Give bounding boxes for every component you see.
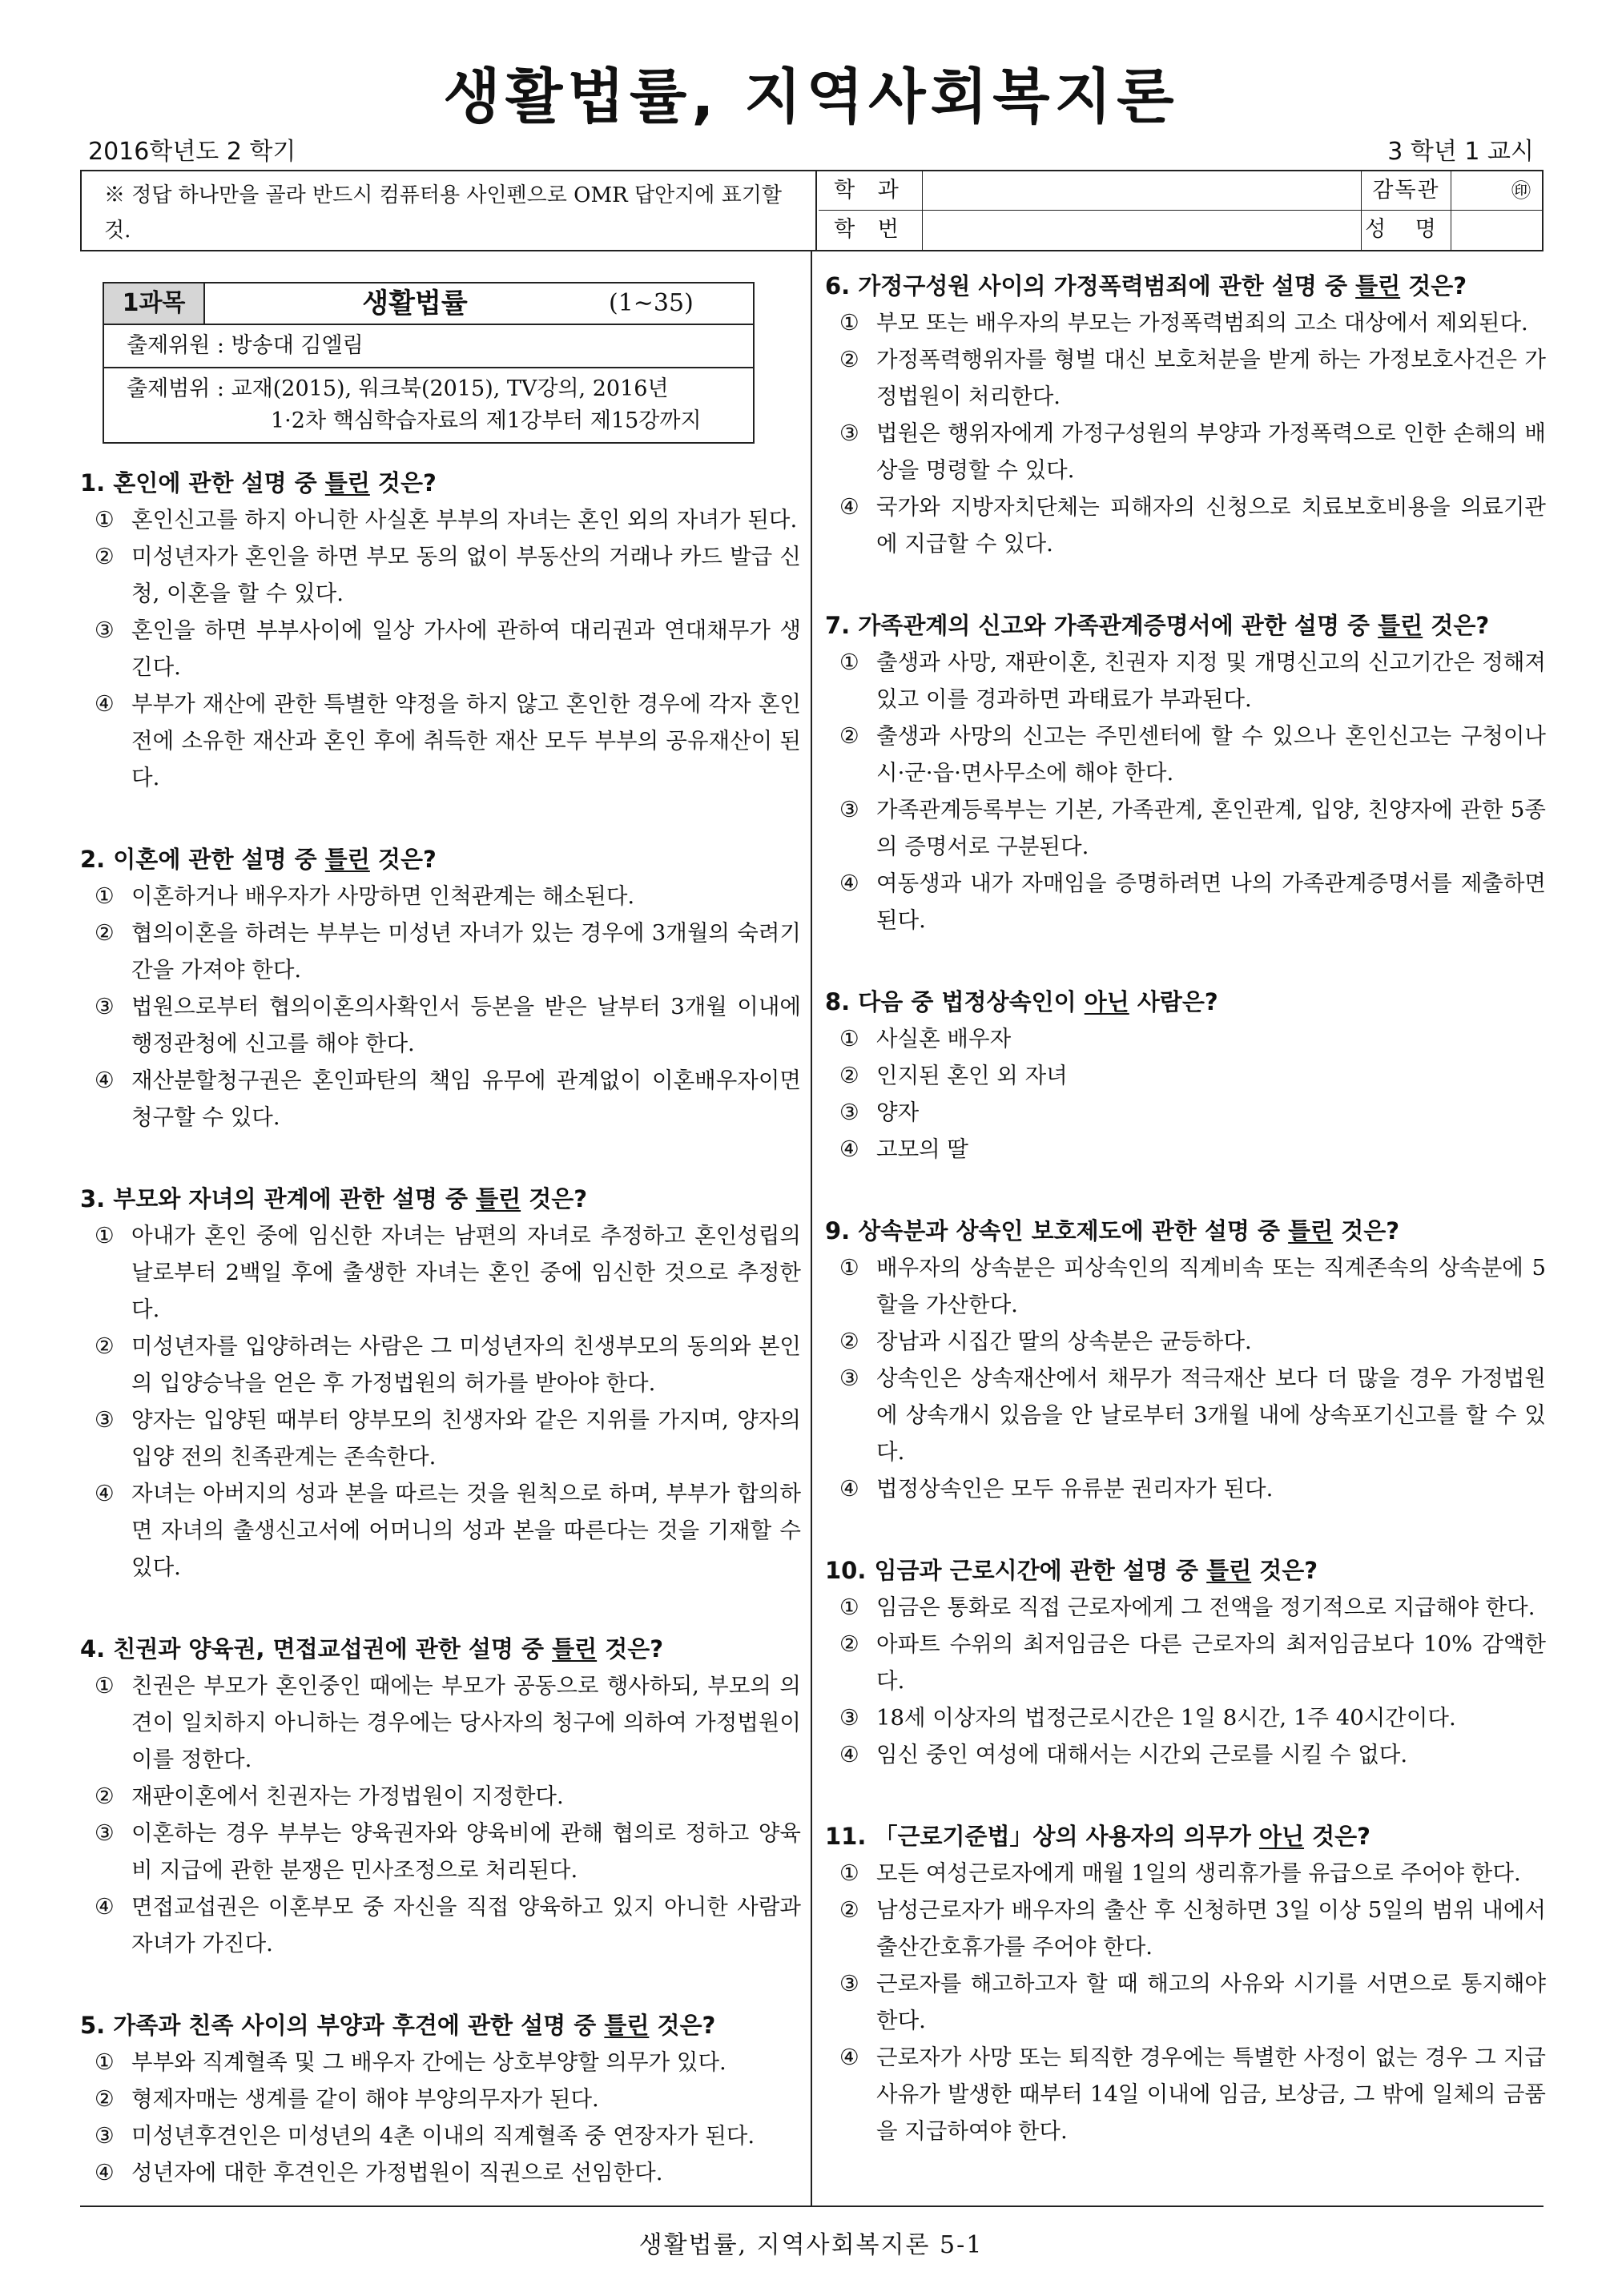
answer-option	[80, 1401, 801, 1475]
answer-option	[80, 1778, 801, 1815]
question-stem-end: 것은?	[1400, 272, 1467, 300]
question-stem-end: 것은?	[649, 2012, 716, 2039]
question-item	[80, 1180, 801, 1586]
question-item	[825, 1552, 1546, 1773]
answer-option	[80, 2154, 801, 2191]
option-number: ③	[95, 1407, 115, 1433]
question-stem: 가족과 친족 사이의 부양과 후견에 관한 설명 중	[113, 2012, 605, 2039]
option-number: ④	[95, 1481, 115, 1506]
answer-option	[825, 1249, 1546, 1323]
option-number: ④	[95, 1894, 115, 1920]
question-keyword: 틀린	[1288, 1217, 1334, 1245]
question-stem: 다음 중 법정상속인이	[858, 988, 1085, 1015]
question-item	[825, 267, 1546, 562]
option-number: ③	[95, 1820, 115, 1846]
option-number: ③	[839, 420, 859, 446]
question-number: 8.	[825, 988, 859, 1015]
answer-option	[825, 489, 1546, 562]
question-text	[80, 1180, 801, 1217]
option-text: 형제자매는 생계를 같이 해야 부양의무자가 된다.	[131, 2086, 599, 2112]
answer-option	[80, 1475, 801, 1586]
question-keyword: 틀린	[552, 1635, 598, 1663]
footer-rule	[80, 2206, 1544, 2207]
supervisor-field[interactable]	[1451, 171, 1542, 211]
subject-range: (1∼35)	[609, 289, 694, 317]
option-number: ②	[839, 347, 859, 372]
option-text: 남성근로자가 배우자의 출산 후 신청하면 3일 이상 5일의 범위 내에서 출산간호휴가를 주어야 한다.	[876, 1897, 1546, 1960]
right-column	[825, 267, 1546, 2194]
question-text	[825, 1818, 1546, 1855]
answer-option	[825, 1589, 1546, 1626]
page-footer: 생활법률, 지역사회복지론 5-1	[638, 2231, 984, 2259]
answer-option	[825, 1965, 1546, 2039]
option-number: ①	[95, 1673, 115, 1699]
option-number: ③	[839, 1365, 859, 1391]
answer-option	[80, 501, 801, 538]
option-number: ①	[839, 1860, 859, 1886]
option-number: ①	[839, 649, 859, 675]
question-number: 5.	[80, 2012, 114, 2039]
question-stem-end: 것은?	[1251, 1557, 1318, 1584]
question-stem-end: 것은?	[597, 1635, 664, 1663]
answer-option	[825, 1699, 1546, 1736]
option-text: 미성년후견인은 미성년의 4촌 이내의 직계혈족 중 연장자가 된다.	[131, 2123, 755, 2149]
question-keyword: 아닌	[1084, 988, 1129, 1015]
question-keyword: 아닌	[1258, 1823, 1305, 1850]
option-text: 미성년자를 입양하려는 사람은 그 미성년자의 친생부모의 동의와 본인의 입양승낙을 얻은 후 가정법원의 허가를 받아야 한다.	[131, 1333, 801, 1396]
subject-examiner: 출제위원 : 방송대 김엘림	[104, 325, 753, 368]
answer-option	[825, 415, 1546, 489]
answer-option	[825, 2039, 1546, 2149]
answer-option	[80, 538, 801, 612]
question-number: 7.	[825, 612, 859, 639]
answer-option	[80, 915, 801, 988]
answer-option	[80, 686, 801, 796]
option-text: 장남과 시집간 딸의 상속분은 균등하다.	[876, 1329, 1252, 1354]
option-text: 혼인을 하면 부부사이에 일상 가사에 관하여 대리권과 연대채무가 생긴다.	[131, 617, 801, 680]
question-keyword: 틀린	[476, 1185, 521, 1212]
question-keyword: 틀린	[1206, 1557, 1252, 1584]
option-text: 모든 여성근로자에게 매월 1일의 생리휴가를 유급으로 주어야 한다.	[876, 1860, 1521, 1886]
option-text: 임신 중인 여성에 대해서는 시간외 근로를 시킬 수 없다.	[876, 1742, 1408, 1767]
option-text: 국가와 지방자치단체는 피해자의 신청으로 치료보호비용을 의료기관에 지급할 수 있다.	[876, 494, 1546, 557]
option-text: 여동생과 내가 자매임을 증명하려면 나의 가족관계증명서를 제출하면 된다.	[876, 871, 1546, 933]
question-number: 10.	[825, 1557, 875, 1584]
option-text: 법원으로부터 협의이혼의사확인서 등본을 받은 날부터 3개월 이내에 행정관청에 신고를 해야 한다.	[131, 994, 801, 1056]
question-item	[825, 983, 1546, 1168]
option-number: ②	[839, 723, 859, 749]
question-number: 3.	[80, 1185, 114, 1212]
answer-option	[80, 1217, 801, 1328]
option-number: ②	[839, 1329, 859, 1354]
answer-option	[825, 791, 1546, 865]
option-text: 법원은 행위자에게 가정구성원의 부양과 가정폭력으로 인한 손해의 배상을 명령할 수 있다.	[876, 420, 1546, 483]
option-text: 부모 또는 배우자의 부모는 가정폭력범죄의 고소 대상에서 제외된다.	[876, 310, 1528, 336]
option-number: ②	[95, 1333, 115, 1359]
option-number: ③	[839, 1971, 859, 1996]
dept-label: 학 과	[819, 171, 923, 211]
answer-option	[80, 1328, 801, 1401]
question-number: 11.	[825, 1823, 875, 1850]
answer-option	[80, 1815, 801, 1888]
option-number: ①	[95, 2049, 115, 2075]
option-number: ④	[95, 2160, 115, 2185]
question-stem-end: 것은?	[1423, 612, 1490, 639]
subject-label: 1과목	[104, 283, 205, 324]
answer-option	[80, 2044, 801, 2081]
student-no-field[interactable]	[923, 211, 1362, 250]
question-stem-end: 사람은?	[1129, 988, 1218, 1015]
question-stem: 「근로기준법」상의 사용자의 의무가	[874, 1823, 1259, 1850]
question-stem-end: 것은?	[1333, 1217, 1400, 1245]
question-text	[825, 267, 1546, 304]
option-number: ①	[839, 310, 859, 336]
question-text	[825, 1552, 1546, 1589]
option-text: 고모의 딸	[876, 1136, 969, 1162]
option-text: 양자는 입양된 때부터 양부모의 친생자와 같은 지위를 가지며, 양자의 입양 전의 친족관계는 존속한다.	[131, 1407, 801, 1470]
question-number: 4.	[80, 1635, 114, 1663]
seal-mark: ㊞	[1511, 179, 1531, 202]
question-keyword: 틀린	[324, 469, 370, 497]
option-number: ③	[839, 1100, 859, 1125]
answer-option	[825, 1323, 1546, 1360]
option-number: ④	[839, 1136, 859, 1162]
question-stem-end: 것은?	[369, 846, 437, 873]
column-divider	[811, 251, 812, 2206]
option-text: 18세 이상자의 법정근로시간은 1일 8시간, 1주 40시간이다.	[876, 1705, 1456, 1731]
answer-option	[825, 1094, 1546, 1131]
option-text: 출생과 사망의 신고는 주민센터에 할 수 있으나 혼인신고는 구청이나 시·군·읍·면사무소에 해야 한다.	[876, 723, 1546, 786]
question-text	[80, 1631, 801, 1667]
question-keyword: 틀린	[604, 2012, 650, 2039]
option-text: 인지된 혼인 외 자녀	[876, 1063, 1068, 1088]
option-number: ③	[95, 994, 115, 1019]
option-number: ①	[839, 1026, 859, 1051]
answer-option	[825, 304, 1546, 341]
answer-option	[825, 1131, 1546, 1168]
question-stem: 임금과 근로시간에 관한 설명 중	[874, 1557, 1207, 1584]
answer-option	[80, 1888, 801, 1962]
name-field[interactable]	[1451, 211, 1542, 250]
question-item	[80, 841, 801, 1136]
option-text: 근로자가 사망 또는 퇴직한 경우에는 특별한 사정이 없는 경우 그 지급 사유가 발생한 때부터 14일 이내에 임금, 보상금, 그 밖에 일체의 금품을 지급하여야 한다.	[876, 2045, 1546, 2144]
answer-option	[825, 1736, 1546, 1773]
answer-option	[825, 341, 1546, 415]
option-text: 임금은 통화로 직접 근로자에게 그 전액을 정기적으로 지급해야 한다.	[876, 1594, 1535, 1620]
option-number: ③	[95, 2123, 115, 2149]
option-number: ③	[95, 617, 115, 643]
answer-option	[80, 2081, 801, 2117]
question-keyword: 틀린	[1378, 612, 1423, 639]
answer-option	[825, 1057, 1546, 1094]
option-text: 아내가 혼인 중에 임신한 자녀는 남편의 자녀로 추정하고 혼인성립의 날로부터 2백일 후에 출생한 자녀는 혼인 중에 임신한 것으로 추정한다.	[131, 1223, 801, 1322]
option-number: ①	[95, 1223, 115, 1249]
option-text: 근로자를 해고하고자 할 때 해고의 사유와 시기를 서면으로 통지해야 한다.	[876, 1971, 1546, 2033]
option-number: ②	[95, 544, 115, 569]
answer-option	[825, 1470, 1546, 1507]
subject-scope	[104, 368, 753, 442]
subject-name: 생활법률	[362, 288, 468, 320]
option-text: 협의이혼을 하려는 부부는 미성년 자녀가 있는 경우에 3개월의 숙려기간을 가져야 한다.	[131, 920, 801, 983]
question-text	[825, 607, 1546, 644]
option-number: ①	[95, 883, 115, 909]
question-stem: 혼인에 관한 설명 중	[113, 469, 325, 497]
option-text: 아파트 수위의 최저임금은 다른 근로자의 최저임금보다 10% 감액한다.	[876, 1631, 1546, 1694]
question-keyword: 틀린	[1355, 272, 1401, 300]
option-text: 양자	[876, 1100, 920, 1125]
option-number: ④	[839, 871, 859, 896]
question-text	[80, 464, 801, 501]
option-number: ④	[839, 494, 859, 520]
option-number: ①	[839, 1594, 859, 1620]
question-number: 1.	[80, 469, 114, 497]
question-item	[825, 1212, 1546, 1507]
question-stem: 가정구성원 사이의 가정폭력범죄에 관한 설명 중	[858, 272, 1356, 300]
option-number: ②	[95, 2086, 115, 2112]
option-number: ③	[839, 1705, 859, 1731]
question-stem: 친권과 양육권, 면접교섭권에 관한 설명 중	[113, 1635, 553, 1663]
question-stem: 가족관계의 신고와 가족관계증명서에 관한 설명 중	[858, 612, 1378, 639]
subject-scope-line1: 출제범위 : 교재(2015), 워크북(2015), TV강의, 2016년	[127, 376, 669, 401]
answer-option	[825, 1360, 1546, 1470]
option-text: 이혼하는 경우 부부는 양육권자와 양육비에 관해 협의로 정하고 양육비 지급에 관한 분쟁은 민사조정으로 처리된다.	[131, 1820, 801, 1883]
supervisor-label: 감독관	[1362, 171, 1451, 211]
answer-option	[80, 988, 801, 1062]
answer-option	[80, 1062, 801, 1136]
subject-box	[103, 282, 755, 444]
option-number: ④	[839, 1742, 859, 1767]
option-number: ①	[839, 1255, 859, 1281]
question-text	[80, 2007, 801, 2044]
option-text: 성년자에 대한 후견인은 가정법원이 직권으로 선임한다.	[131, 2160, 663, 2185]
name-label: 성 명	[1362, 211, 1451, 250]
option-text: 출생과 사망, 재판이혼, 친권자 지정 및 개명신고의 신고기간은 정해져 있고 이를 경과하면 과태료가 부과된다.	[876, 649, 1546, 712]
option-text: 사실혼 배우자	[876, 1026, 1012, 1051]
question-item	[80, 464, 801, 796]
option-text: 미성년자가 혼인을 하면 부모 동의 없이 부동산의 거래나 카드 발급 신청, 이혼을 할 수 있다.	[131, 544, 801, 606]
question-text	[825, 983, 1546, 1020]
answer-option	[80, 2117, 801, 2154]
question-stem-end: 것은?	[521, 1185, 588, 1212]
semester-label: 2016학년도 2 학기	[88, 138, 296, 166]
option-number: ④	[839, 1476, 859, 1502]
answer-option	[825, 718, 1546, 791]
option-number: ②	[839, 1631, 859, 1657]
answer-option	[825, 1626, 1546, 1699]
option-text: 자녀는 아버지의 성과 본을 따르는 것을 원칙으로 하며, 부부가 합의하면 자녀의 출생신고서에 어머니의 성과 본을 따른다는 것을 기재할 수 있다.	[131, 1481, 801, 1580]
option-text: 이혼하거나 배우자가 사망하면 인척관계는 해소된다.	[131, 883, 635, 909]
instructions-note: ※ 정답 하나만을 골라 반드시 컴퓨터용 사인펜으로 OMR 답안지에 표기할 것.	[82, 171, 817, 250]
page-title: 생활법률, 지역사회복지론	[443, 62, 1179, 131]
question-stem: 상속분과 상속인 보호제도에 관한 설명 중	[858, 1217, 1289, 1245]
dept-field[interactable]	[923, 171, 1362, 211]
option-number: ②	[95, 920, 115, 946]
option-text: 혼인신고를 하지 아니한 사실혼 부부의 자녀는 혼인 외의 자녀가 된다.	[131, 507, 798, 533]
option-number: ④	[95, 1068, 115, 1093]
option-text: 상속인은 상속재산에서 채무가 적극재산 보다 더 많을 경우 가정법원에 상속개시 있음을 안 날로부터 3개월 내에 상속포기신고를 할 수 있다.	[876, 1365, 1546, 1465]
option-number: ②	[95, 1783, 115, 1809]
question-item	[825, 607, 1546, 939]
option-text: 부부가 재산에 관한 특별한 약정을 하지 않고 혼인한 경우에 각자 혼인 전에 소유한 재산과 혼인 후에 취득한 재산 모두 부부의 공유재산이 된다.	[131, 691, 801, 790]
student-no-label: 학 번	[819, 211, 923, 250]
option-text: 재산분할청구권은 혼인파탄의 책임 유무에 관계없이 이혼배우자이면 청구할 수 있다.	[131, 1068, 801, 1130]
option-text: 친권은 부모가 혼인중인 때에는 부모가 공동으로 행사하되, 부모의 의견이 일치하지 아니하는 경우에는 당사자의 청구에 의하여 가정법원이 이를 정한다.	[131, 1673, 801, 1772]
answer-option	[80, 1667, 801, 1778]
question-text	[80, 841, 801, 878]
option-text: 재판이혼에서 친권자는 가정법원이 지정한다.	[131, 1783, 564, 1809]
question-item	[80, 1631, 801, 1962]
answer-option	[825, 644, 1546, 718]
option-text: 부부와 직계혈족 및 그 배우자 간에는 상호부양할 의무가 있다.	[131, 2049, 726, 2075]
question-number: 9.	[825, 1217, 859, 1245]
option-number: ④	[839, 2045, 859, 2070]
answer-option	[825, 1020, 1546, 1057]
question-number: 6.	[825, 272, 859, 300]
option-number: ③	[839, 797, 859, 822]
question-stem: 부모와 자녀의 관계에 관한 설명 중	[113, 1185, 477, 1212]
option-text: 면접교섭권은 이혼부모 중 자신을 직접 양육하고 있지 아니한 사람과 자녀가 가진다.	[131, 1894, 801, 1956]
question-item	[80, 2007, 801, 2191]
option-text: 가정폭력행위자를 형벌 대신 보호처분을 받게 하는 가정보호사건은 가정법원이 처리한다.	[876, 347, 1546, 409]
question-number: 2.	[80, 846, 114, 873]
question-stem: 이혼에 관한 설명 중	[113, 846, 325, 873]
question-keyword: 틀린	[324, 846, 370, 873]
question-stem-end: 것은?	[369, 469, 437, 497]
option-text: 가족관계등록부는 기본, 가족관계, 혼인관계, 입양, 친양자에 관한 5종의 증명서로 구분된다.	[876, 797, 1546, 859]
question-stem-end: 것은?	[1304, 1823, 1370, 1850]
exam-header-box	[80, 170, 1544, 251]
answer-option	[80, 878, 801, 915]
answer-option	[825, 1855, 1546, 1892]
left-column	[80, 464, 801, 2236]
subject-scope-line2: 1·2차 핵심학습자료의 제1강부터 제15강까지	[271, 408, 702, 433]
option-text: 법정상속인은 모두 유류분 권리자가 된다.	[876, 1476, 1274, 1502]
question-text	[825, 1212, 1546, 1249]
answer-option	[80, 612, 801, 686]
option-number: ④	[95, 691, 115, 717]
period-label: 3 학년 1 교시	[1387, 138, 1534, 166]
question-item	[825, 1818, 1546, 2149]
option-number: ②	[839, 1897, 859, 1923]
answer-option	[825, 1892, 1546, 1965]
option-number: ②	[839, 1063, 859, 1088]
answer-option	[825, 865, 1546, 939]
option-number: ①	[95, 507, 115, 533]
option-text: 배우자의 상속분은 피상속인의 직계비속 또는 직계존속의 상속분에 5할을 가산한다.	[876, 1255, 1546, 1317]
